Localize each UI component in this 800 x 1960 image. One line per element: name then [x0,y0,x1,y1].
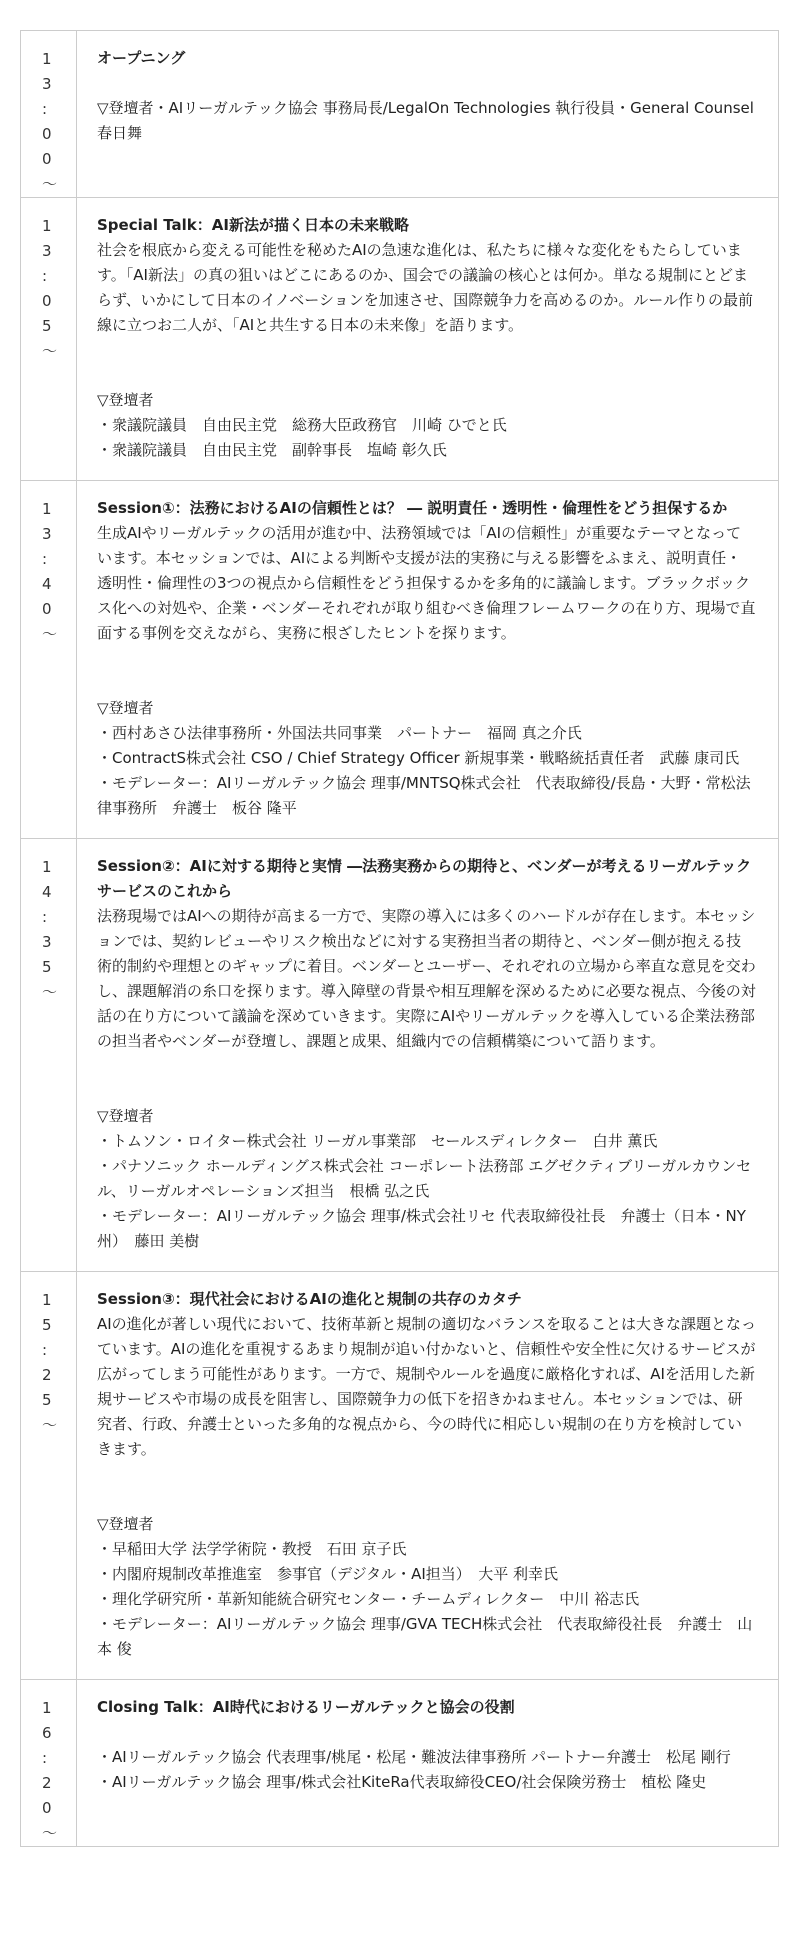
spacer [97,646,756,696]
speaker-item: ・内閣府規制改革推進室 参事官（デジタル・AI担当） 大平 利幸氏 [97,1565,559,1583]
schedule-row-session-2 [21,839,779,1272]
schedule-row-session-3 [21,1272,779,1680]
time-char: 4 [42,575,52,593]
time-char: 0 [42,125,52,143]
session-title: Special Talk：AI新法が描く日本の未来戦略 [97,216,409,234]
session-content [77,31,779,198]
session-description: 生成AIやリーガルテックの活用が進む中、法務領域では「AIの信頼性」が重要なテーマとなっています。本セッションでは、AIによる判断や支援が法的実務に与える影響をふまえ、説明責任・透明性・倫理性の3つの視点から信頼性をどう担保するかを多角的に議論します。ブラックボックス化への対処や、企業・ベンダーそれぞれが取り組むべき倫理フレームワークの在り方、現場で直面する事例を交えながら、実務に根ざしたヒントを探ります。 [97,524,756,642]
time-char: ～ [42,1416,58,1434]
session-content [77,198,779,481]
time-cell [21,481,77,839]
time-char: 1 [42,1699,52,1717]
time-cell [21,1680,77,1847]
session-description: 社会を根底から変える可能性を秘めたAIの急速な進化は、私たちに様々な変化をもたらしています。「AI新法」の真の狙いはどこにあるのか、国会での議論の核心とは何か。単なる規制にとどまらず、いかにして日本のイノベーションを加速させ、国際競争力を高めるのか。ルール作りの最前線に立つお二人が、「AIと共生する日本の未来像」を語ります。 [97,241,753,334]
spacer [97,71,756,96]
time-char: 0 [42,600,52,618]
spacer [97,1720,756,1745]
time-char: 3 [42,933,52,951]
time-char: 3 [42,525,52,543]
speaker-item: ・AIリーガルテック協会 代表理事/桃尾・松尾・難波法律事務所 パートナー弁護士 松尾 剛行 [97,1748,731,1766]
session-title: オープニング [97,49,186,67]
speaker-item: ・衆議院議員 自由民主党 副幹事長 塩崎 彰久氏 [97,441,447,459]
speakers-heading: ▽登壇者 [97,1107,154,1125]
speaker-item: ・モデレーター：AIリーガルテック協会 理事/GVA TECH株式会社 代表取締役社長 弁護士 山本 俊 [97,1615,753,1658]
time-char: : [42,1341,48,1359]
speaker-item: ・パナソニック ホールディングス株式会社 コーポレート法務部 エグゼクティブリーガルカウンセル、リーガルオペレーションズ担当 根橋 弘之氏 [97,1157,752,1200]
schedule-row-closing-talk [21,1680,779,1847]
session-title: Session②：AIに対する期待と実情 ―法務実務からの期待と、ベンダーが考えるリーガルテックサービスのこれから [97,857,752,900]
session-description: AIの進化が著しい現代において、技術革新と規制の適切なバランスを取ることは大きな課題となっています。AIの進化を重視するあまり規制が追い付かないと、信頼性や安全性に欠けるサービスが広がってしまう可能性があります。一方で、規制やルールを過度に厳格化すれば、AIを活用した新規サービスや市場の成長を阻害し、国際競争力の低下を招きかねません。本セッションでは、研究者、行政、弁護士といった多角的な視点から、今の時代に相応しい規制の在り方を検討していきます。 [97,1315,756,1458]
time-char: 1 [42,858,52,876]
session-time [42,1288,76,1438]
schedule-row-opening [21,31,779,198]
schedule-row-session-1 [21,481,779,839]
time-char: 1 [42,500,52,518]
time-char: 0 [42,150,52,168]
speakers-heading: ▽登壇者 [97,391,154,409]
session-time [42,855,76,1005]
speaker-item: ・モデレーター：AIリーガルテック協会 理事/株式会社リセ 代表取締役社長 弁護士（日本・NY州） 藤田 美樹 [97,1207,746,1250]
time-char: ～ [42,342,58,360]
speaker-item: ・衆議院議員 自由民主党 総務大臣政務官 川崎 ひでと氏 [97,416,507,434]
time-char: : [42,908,48,926]
time-char: 2 [42,1366,52,1384]
speaker-item: ・AIリーガルテック協会 理事/株式会社KiteRa代表取締役CEO/社会保険労務士 植松 隆史 [97,1773,707,1791]
time-char: : [42,100,48,118]
time-cell [21,198,77,481]
session-title: Session①：法務におけるAIの信頼性とは？ ― 説明責任・透明性・倫理性をどう担保するか [97,499,728,517]
time-cell [21,839,77,1272]
speaker-item: ・トムソン・ロイター株式会社 リーガル事業部 セールスディレクター 白井 薫氏 [97,1132,658,1150]
speakers-heading: ▽登壇者 [97,699,154,717]
session-content [77,839,779,1272]
session-content [77,1680,779,1847]
time-char: 5 [42,958,52,976]
speakers-heading: ▽登壇者・AIリーガルテック協会 事務局長/LegalOn Technologies 執行役員・General Counsel 春日舞 [97,99,769,142]
time-char: 1 [42,50,52,68]
time-char: 3 [42,75,52,93]
time-char: 5 [42,1316,52,1334]
time-char: 6 [42,1724,52,1742]
schedule-row-special-talk [21,198,779,481]
time-char: 0 [42,1799,52,1817]
speakers-heading: ▽登壇者 [97,1515,154,1533]
time-char: : [42,267,48,285]
session-time [42,214,76,364]
speaker-item: ・ContractS株式会社 CSO / Chief Strategy Officer 新規事業・戦略統括責任者 武藤 康司氏 [97,749,740,767]
speaker-item: ・モデレーター：AIリーガルテック協会 理事/MNTSQ株式会社 代表取締役/長島・大野・常松法律事務所 弁護士 板谷 隆平 [97,774,751,817]
session-time [42,47,76,197]
session-title: Closing Talk：AI時代におけるリーガルテックと協会の役割 [97,1698,515,1716]
time-char: 5 [42,317,52,335]
time-char: 3 [42,242,52,260]
time-char: : [42,1749,48,1767]
schedule-table [20,30,779,1847]
time-char: ～ [42,1824,58,1842]
speaker-item: ・西村あさひ法律事務所・外国法共同事業 パートナー 福岡 真之介氏 [97,724,582,742]
time-char: ～ [42,625,58,643]
spacer [97,1054,756,1104]
time-char: ～ [42,983,58,1001]
speaker-item: ・理化学研究所・革新知能統合研究センター・チームディレクター 中川 裕志氏 [97,1590,640,1608]
time-char: : [42,550,48,568]
session-description: 法務現場ではAIへの期待が高まる一方で、実際の導入には多くのハードルが存在します。本セッションでは、契約レビューやリスク検出などに対する実務担当者の期待と、ベンダー側が抱える技術的制約や理想とのギャップに着目。ベンダーとユーザー、それぞれの立場から率直な意見を交わし、課題解消の糸口を探ります。導入障壁の背景や相互理解を深めるために必要な視点、今後の対話の在り方について議論を深めていきます。実際にAIやリーガルテックを導入している企業法務部の担当者やベンダーが登壇し、課題と成果、組織内での信頼構築について語ります。 [97,907,756,1050]
time-char: 1 [42,1291,52,1309]
time-char: 5 [42,1391,52,1409]
time-char: 4 [42,883,52,901]
session-title: Session③：現代社会におけるAIの進化と規制の共存のカタチ [97,1290,522,1308]
session-content [77,1272,779,1680]
time-char: 1 [42,217,52,235]
time-char: 2 [42,1774,52,1792]
time-char: 0 [42,292,52,310]
time-cell [21,31,77,198]
session-content [77,481,779,839]
speaker-item: ・早稲田大学 法学学術院・教授 石田 京子氏 [97,1540,407,1558]
time-char: ～ [42,175,58,193]
spacer [97,338,756,388]
session-time [42,497,76,647]
time-cell [21,1272,77,1680]
spacer [97,1462,756,1512]
session-time [42,1696,76,1846]
